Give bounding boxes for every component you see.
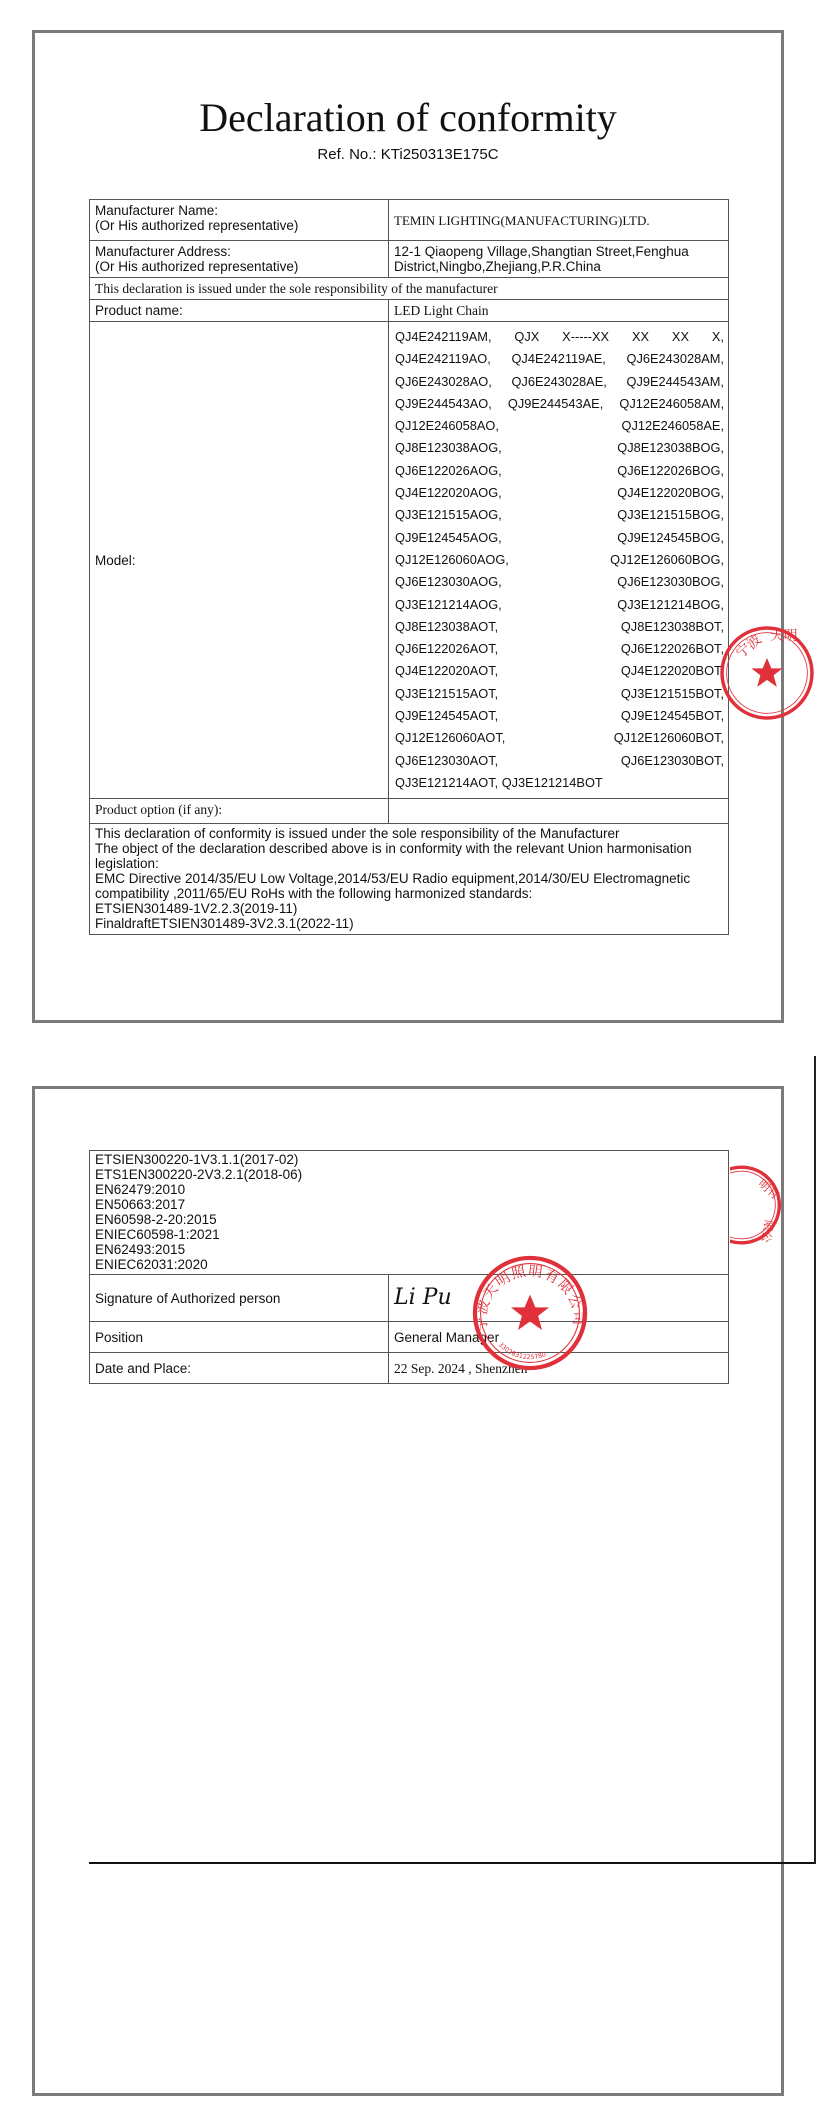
manufacturer-address-line-1: 12-1 Qiaopeng Village,Shangtian Street,Fenghua: [394, 244, 689, 259]
manufacturer-name-label-cell: [90, 200, 389, 241]
declaration-table: [89, 199, 729, 935]
model-label: Model:: [90, 322, 389, 799]
model-code: QJ12E246058AM,: [619, 395, 724, 411]
model-code: QJ6E123030AOT,: [395, 752, 499, 768]
standard-item: EN50663:2017: [95, 1197, 186, 1212]
model-list-row: [395, 460, 724, 482]
position-value: General Manager: [389, 1322, 729, 1353]
manufacturer-name-label: Manufacturer Name:: [95, 203, 219, 218]
product-option-label: Product option (if any):: [90, 799, 389, 824]
bottom-rule: [89, 1862, 816, 1864]
model-code: QJ3E121214AOT, QJ3E121214BOT: [395, 774, 603, 790]
standard-item: ETS1EN300220-2V3.2.1(2018-06): [95, 1167, 303, 1182]
model-code: X-----XX: [562, 329, 610, 344]
svg-text:宁波天明照明有限公司: 宁波天明照明有限公司: [473, 1263, 586, 1332]
model-list-row: [395, 616, 724, 638]
model-code: QJ4E122020AOT,: [395, 663, 499, 679]
model-list-row: [395, 415, 724, 437]
model-code: QJ4E242119AO,: [395, 351, 491, 367]
standard-item: ENIEC60598-1:2021: [95, 1227, 220, 1242]
model-code: QJ6E123030AOG,: [395, 574, 502, 590]
manufacturer-name: TEMIN LIGHTING(MANUFACTURING)LTD.: [389, 200, 729, 241]
model-code: QJ9E244543AO,: [395, 395, 492, 411]
model-code: QJ9E244543AM,: [626, 373, 724, 389]
model-list-row: [395, 705, 724, 727]
manufacturer-address-sub: (Or His authorized representative): [95, 259, 299, 274]
model-code: QJ4E242119AM,: [395, 329, 492, 344]
product-name: LED Light Chain: [389, 300, 729, 322]
model-code: QJ4E242119AE,: [511, 351, 606, 367]
model-code: QJ9E124545AOT,: [395, 708, 499, 724]
model-list-row: [395, 683, 724, 705]
model-code: QJ3E121515BOG,: [617, 507, 724, 523]
statement-line: FinaldraftETSIEN301489-3V2.3.1(2022-11): [95, 916, 354, 932]
model-code: XX: [631, 329, 650, 344]
model-list-row: [395, 549, 724, 571]
signature-row: [90, 1275, 729, 1322]
product-option-value: [389, 799, 729, 824]
model-code: QJ9E124545AOG,: [395, 529, 502, 545]
company-seal-partial-2: [730, 1130, 816, 1280]
model-code: QJ12E126060AOT,: [395, 730, 506, 746]
model-list: [389, 322, 729, 799]
model-code: QJ12E246058AE,: [621, 418, 724, 434]
model-code: QJ6E243028AO,: [395, 373, 492, 389]
standard-item: ENIEC62031:2020: [95, 1257, 208, 1272]
model-code: QJ9E124545BOG,: [617, 529, 724, 545]
standards-cell: [90, 1151, 729, 1275]
model-code: QJ12E126060BOT,: [613, 730, 724, 746]
statement-line: EMC Directive 2014/35/EU Low Voltage,2014/53/EU Radio equipment,2014/30/EU Electromagnetic: [95, 871, 691, 887]
model-code: QJ9E244543AE,: [507, 395, 604, 411]
document-title: Declaration of conformity: [199, 95, 617, 140]
model-code: QJ4E122020BOT,: [620, 663, 724, 679]
standard-item: ETSIEN300220-1V3.1.1(2017-02): [95, 1152, 299, 1167]
manufacturer-address-row: [90, 241, 729, 278]
product-name-row: [90, 300, 729, 322]
model-list-row: [395, 594, 724, 616]
statement-line: This declaration of conformity is issued under the sole responsibility of the Manufacturer: [95, 826, 620, 842]
model-list-row: [395, 571, 724, 593]
model-code: QJ12E246058AO,: [395, 418, 499, 434]
signature-label: Signature of Authorized person: [90, 1275, 389, 1322]
standard-item: EN62479:2010: [95, 1182, 186, 1197]
model-row: [90, 322, 729, 799]
model-code: QJ8E123038AOT,: [395, 618, 499, 634]
model-list-row: [395, 482, 724, 504]
statement-line: compatibility ,2011/65/EU RoHs with the following harmonized standards:: [95, 886, 533, 902]
model-list-row: [395, 527, 724, 549]
model-list-row: [395, 750, 724, 772]
date-place-row: [90, 1353, 729, 1384]
manufacturer-address-line-2: District,Ningbo,Zhejiang,P.R.China: [394, 259, 601, 274]
position-row: [90, 1322, 729, 1353]
model-code: QJX: [514, 329, 540, 344]
svg-text:明有: 明有: [755, 1176, 783, 1202]
statement-line: legislation:: [95, 856, 159, 872]
date-place-label: Date and Place:: [90, 1353, 389, 1384]
handwritten-signature: Li Pu: [394, 1284, 452, 1310]
statement-row: [90, 824, 729, 935]
model-code: QJ3E121515AOT,: [395, 685, 499, 701]
standards-row: [90, 1151, 729, 1275]
model-list-row: [395, 348, 724, 370]
model-code: QJ9E124545BOT,: [620, 708, 724, 724]
model-code: QJ6E122026AOT,: [395, 641, 499, 657]
statement-line: The object of the declaration described above is in conformity with the relevant Union harmonisation: [95, 841, 692, 857]
model-code: QJ12E126060AOG,: [395, 551, 509, 567]
manufacturer-address-label: Manufacturer Address:: [95, 244, 231, 259]
model-code: QJ6E243028AE,: [511, 373, 607, 389]
model-list-row: [395, 772, 724, 794]
responsibility-text: This declaration is issued under the sole responsibility of the manufacturer: [90, 278, 729, 300]
date-place-value: 22 Sep. 2024 , Shenzhen: [389, 1353, 729, 1384]
svg-text:天明: 天明: [769, 628, 798, 645]
model-code: QJ6E122026BOT,: [620, 641, 724, 657]
svg-text:宁波: 宁波: [733, 631, 765, 662]
model-code: X,: [711, 329, 724, 344]
model-code: XX: [671, 329, 689, 344]
model-list-row: [395, 393, 724, 415]
standard-item: EN60598-2-20:2015: [95, 1212, 217, 1227]
signature-table: [89, 1150, 729, 1384]
model-code: QJ4E122020AOG,: [395, 485, 502, 501]
model-list-row: [395, 504, 724, 526]
company-seal-partial-1: [718, 588, 816, 758]
model-code: QJ6E122026BOG,: [617, 462, 724, 478]
model-list-row: [395, 326, 724, 348]
position-label: Position: [90, 1322, 389, 1353]
manufacturer-name-row: [90, 200, 729, 241]
model-code: QJ3E121515AOG,: [395, 507, 502, 523]
model-code: QJ6E123030BOG,: [617, 574, 724, 590]
model-code: QJ3E121515BOT,: [620, 685, 724, 701]
manufacturer-name-sub: (Or His authorized representative): [95, 218, 299, 233]
model-code: QJ4E122020BOG,: [617, 485, 724, 501]
model-code: QJ12E126060BOG,: [610, 551, 724, 567]
model-code: QJ8E123038AOG,: [395, 440, 502, 456]
model-code: QJ8E123038BOG,: [617, 440, 724, 456]
company-seal: [470, 1253, 590, 1373]
model-list-row: [395, 638, 724, 660]
statement-line: ETSIEN301489-1V2.2.3(2019-11): [95, 901, 298, 917]
statement-cell: [90, 824, 729, 935]
model-code: QJ3E121214AOG,: [395, 596, 502, 612]
manufacturer-address-cell: [389, 241, 729, 278]
model-code: QJ6E123030BOT,: [620, 752, 724, 768]
model-list-row: [395, 371, 724, 393]
product-option-row: [90, 799, 729, 824]
model-list-row: [395, 437, 724, 459]
model-list-row: [395, 727, 724, 749]
reference-number: Ref. No.: KTi250313E175C: [317, 146, 499, 163]
standard-item: EN62493:2015: [95, 1242, 186, 1257]
responsibility-row: [90, 278, 729, 300]
model-code: QJ6E122026AOG,: [395, 462, 502, 478]
model-code: QJ8E123038BOT,: [620, 618, 724, 634]
svg-text:3302831225780: 3302831225780: [496, 1341, 548, 1362]
model-code: QJ3E121214BOG,: [617, 596, 724, 612]
model-code: QJ6E243028AM,: [626, 351, 724, 367]
product-name-label: Product name:: [90, 300, 389, 322]
svg-text:限公: 限公: [758, 1218, 777, 1244]
manufacturer-address-label-cell: [90, 241, 389, 278]
model-list-row: [395, 660, 724, 682]
